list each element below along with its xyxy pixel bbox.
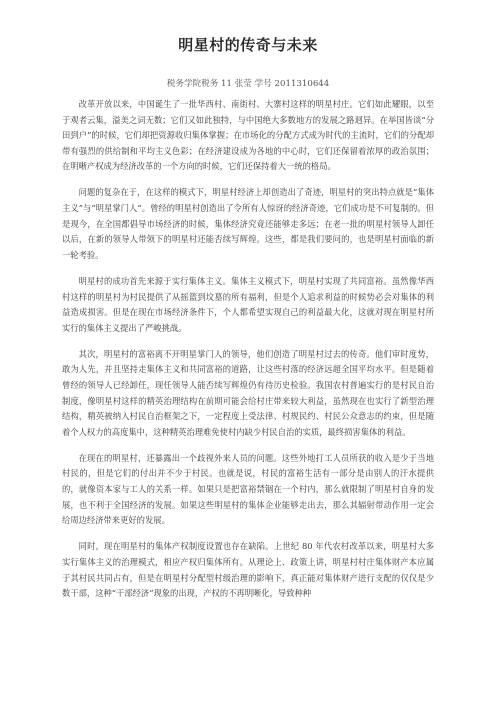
document-title: 明星村的传奇与未来: [178, 36, 318, 54]
author-byline: 税务学院税务 11 张莹 学号 2011310644: [166, 79, 330, 89]
paragraph: 问题的复杂在于，在这样的模式下，明星村经济上却创造出了奇迹，明星村的突出特点就是“集体主义”与“明星掌门人”。曾经的明星村创造出了令所有人惊讶的经济奇迹，它们成功是不可复制的。但是现今，在全国都倡导市场经济的时候，集体经济究竟还能够走多远；在老一批的明星村领导人卸任以后，在新的领导人带领下的明星村还能否续写辉煌。这些，都是我们要问的，也是明星村面临的新一轮考验。: [62, 187, 434, 260]
paragraph: 明星村的成功首先来源于实行集体主义。集体主义模式下，明星村实现了共同富裕。虽然像华西村这样的明星村为村民提供了从摇篮到坟墓的所有福利，但是个人追求利益的时候势必会对集体的利益造成损害。但是在现在市场经济条件下，个人都希望实现自己的利益最大化，这就对现在明星村所实行的集体主义提出了严峻挑战。: [62, 275, 434, 333]
paragraph: 改革开放以来，中国诞生了一批华西村、南街村、大寨村这样的明星村庄。它们如此耀眼，以至于观者云集，溢美之词无数；它们又如此独特，与中国绝大多数地方的发展之路迥异。在举国皆谈“分田到户”的时候，它们却把资源收归集体掌握；在市场化的分配方式成为时代的主流时，它们的分配却带有强烈的供给制和平均主义色彩；在经济建设成为各地的中心时，它们还保留着浓厚的政治氛围；在明晰产权成为经济改革的一个方向的时候，它们还保持着大一统的格局。: [62, 99, 434, 172]
paragraph: 同时，现在明星村的集体产权制度设置也存在缺陷。上世纪 80 年代农村改革以来，明星村大多实行集体主义的治理模式，相应产权归集体所有。从理论上、政策上讲，明星村村庄集体财产本应属于其村民共同占有，但是在明星村分配型村级治理的影响下，真正能对集体财产进行支配的仅仅是少数干部，这种“干部经济”现象的出现，产权的不再明晰化，导致种种: [62, 541, 434, 599]
paragraph: 其次，明星村的富裕离不开明星掌门人的领导，他们创造了明星村过去的传奇。他们审时度势，敢为人先，并且坚持走集体主义和共同富裕的道路，让这些村落的经济远超全国平均水平。但是随着曾经的领导人已经卸任，现任领导人能否续写辉煌仍有待历史检验。我国农村普遍实行的是村民自治制度，像明星村这样的精英治理结构在前期可能会给村庄带来较大利益，虽然现在也实行了新型治理结构，精英被纳入村民自治框架之下，一定程度上受法律、村规民约、村民公众意志的约束，但是随着个人权力的高度集中，这种精英治理难免使村内缺少村民自治的实质，最终损害集体的利益。: [62, 348, 434, 437]
paragraph: 在现在的明星村，还暴露出一个歧视外来人员的问题。这些外地打工人员所获的收入是少于当地村民的，但是它们的付出并不少于村民。也就是说，村民的富裕生活有一部分是由别人的汗水提供的，就像资本家与工人的关系一样。如果只是把富裕禁锢在一个村内，那么就限制了明星村自身的发展，也不利于全国经济的发展。如果这些明星村的集体企业能够走出去，那么其辐射带动作用一定会给周边经济带来更好的发展。: [62, 452, 434, 526]
document-body: [62, 97, 434, 612]
